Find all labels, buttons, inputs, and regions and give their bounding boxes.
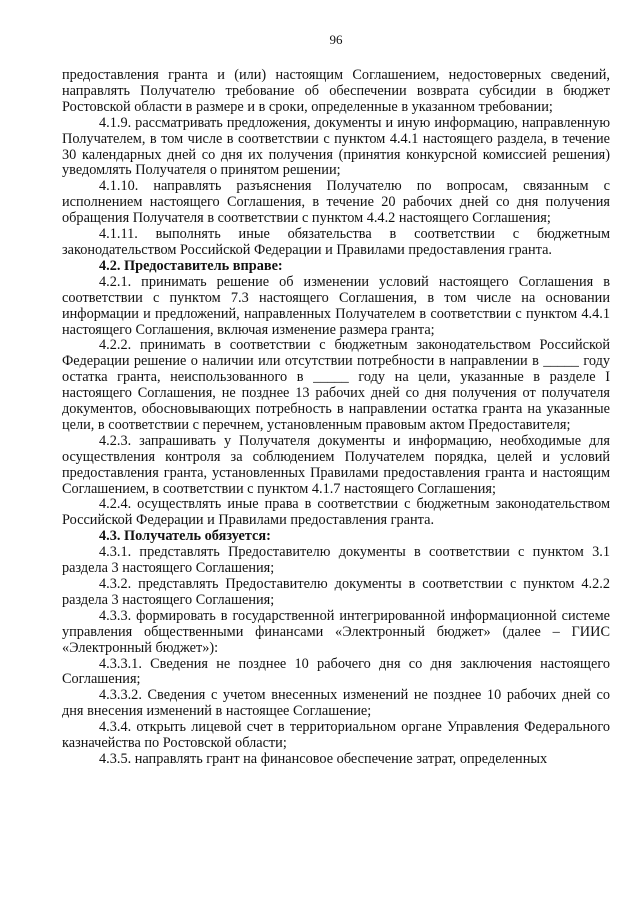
paragraph: 4.3.5. направлять грант на финансовое обеспечение затрат, определенных <box>99 750 548 767</box>
paragraph: 4.2.4. осуществлять иные права в соответствии с бюджетным законодательством Российской Федерации и Правилами предоставления гранта. <box>62 496 610 529</box>
paragraph: 4.3.2. представлять Предоставителю документы в соответствии с пунктом 4.2.2 раздела 3 настоящего Соглашения; <box>62 576 610 608</box>
document-body <box>62 68 610 768</box>
paragraph: 4.2.2. принимать в соответствии с бюджетным законодательством Российской Федерации решение о наличии или отсутствии потребности в направлении в _____ году остатка гранта, неиспользованного в _____ году на цели, указанные в разделе I настоящего Соглашения, не позднее 13 рабочих дней со дня получения от получателя документов, обосновывающих потребность в направлении остатка гранта на указанные цели, в соответствии с перечнем, установленным правовым актом Предоставителя; <box>62 337 610 433</box>
page-number: 96 <box>329 32 343 47</box>
section-heading: 4.3. Получатель обязуется: <box>99 528 271 545</box>
paragraph: 4.3.3.1. Сведения не позднее 10 рабочего дня со дня заключения настоящего Соглашения; <box>62 655 610 688</box>
paragraph: 4.2.3. запрашивать у Получателя документы и информацию, необходимые для осуществления контроля за соблюдением Получателем порядка, целей и условий предоставления гранта, установленных Правилами предоставления гранта и настоящим Соглашением, в соответствии с пунктом 4.1.7 настоящего Соглашения; <box>62 432 610 497</box>
paragraph: 4.3.4. открыть лицевой счет в территориальном органе Управления Федерального казначейства по Ростовской области; <box>62 719 610 752</box>
paragraph: 4.1.9. рассматривать предложения, документы и иную информацию, направленную Получателем, в том числе в соответствии с пунктом 4.4.1 настоящего раздела, в течение 30 календарных дней со дня их получения (принятия конкурсной комиссией решения) уведомлять Получателя о принятом решении; <box>62 114 610 179</box>
paragraph: 4.2.1. принимать решение об изменении условий настоящего Соглашения в соответствии с пунктом 7.3 настоящего Соглашения, в том числе на основании информации и предложений, направленных Получателем в соответствии с пунктом 4.4.1 настоящего Соглашения, включая изменение размера гранта; <box>62 273 610 338</box>
section-heading: 4.2. Предоставитель вправе: <box>99 257 283 274</box>
paragraph: 4.3.3.2. Сведения с учетом внесенных изменений не позднее 10 рабочих дней со дня внесения изменений в настоящее Соглашение; <box>62 687 610 720</box>
paragraph: 4.1.11. выполнять иные обязательства в соответствии с бюджетным законодательством Российской Федерации и Правилами предоставления гранта. <box>62 226 610 258</box>
paragraph: 4.3.1. представлять Предоставителю документы в соответствии с пунктом 3.1 раздела 3 настоящего Соглашения; <box>62 544 610 577</box>
paragraph: 4.3.3. формировать в государственной интегрированной информационной системе управления общественными финансами «Электронный бюджет» (далее – ГИИС «Электронный бюджет»): <box>62 607 610 656</box>
document-page <box>62 32 610 768</box>
paragraph: 4.1.10. направлять разъяснения Получателю по вопросам, связанным с исполнением настоящего Соглашения, в течение 20 рабочих дней со дня получения обращения Получателя в соответствии с пунктом 4.4.2 настоящего Соглашения; <box>62 178 610 227</box>
paragraph: предоставления гранта и (или) настоящим Соглашением, недостоверных сведений, направлять Получателю требование об обеспечении возврата субсидии в бюджет Ростовской области в размере и в сроки, определенные в указанном требовании; <box>62 67 610 115</box>
